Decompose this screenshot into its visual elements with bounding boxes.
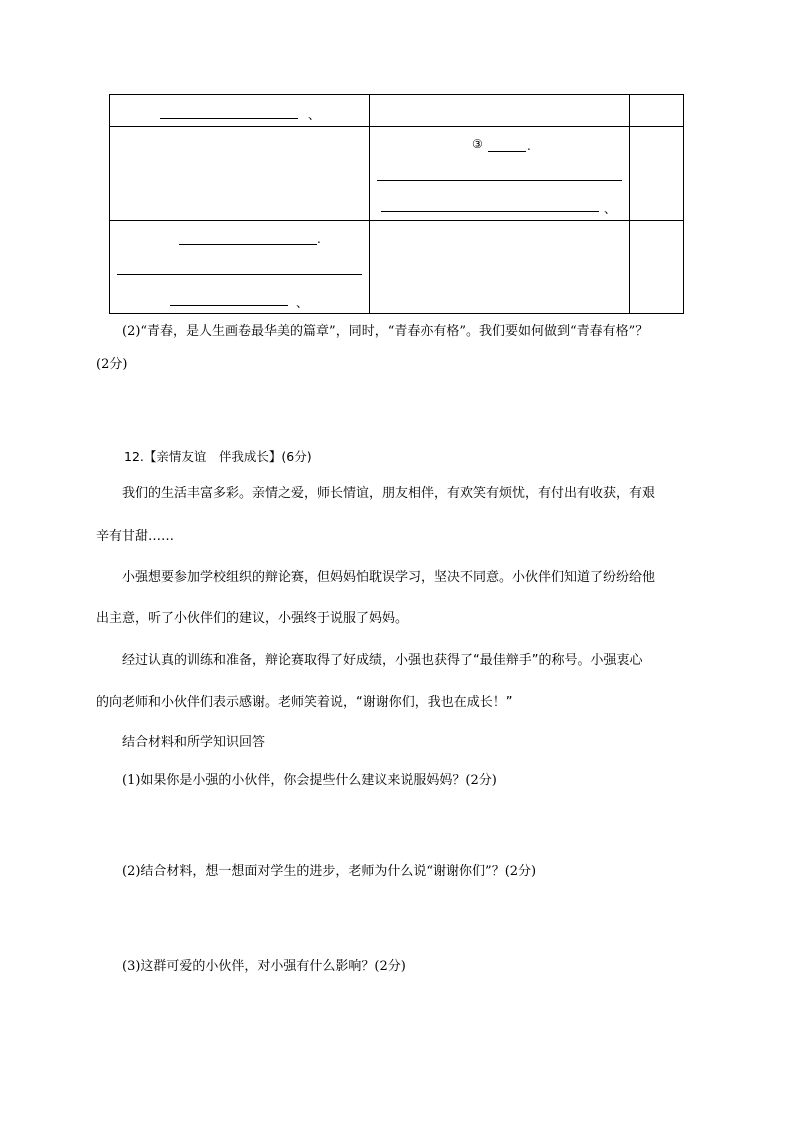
fill-in-blank[interactable]	[170, 305, 288, 306]
fill-in-blank[interactable]	[179, 244, 317, 245]
item-number: ③	[472, 137, 483, 151]
material-paragraph: 出主意，听了小伙伴们的建议，小强终于说服了妈妈。	[96, 611, 409, 626]
fill-in-blank[interactable]	[488, 151, 526, 152]
fill-in-blank[interactable]	[160, 118, 298, 119]
sub-question-3: (3)这群可爱的小伙伴，对小强有什么影响？(2分)	[122, 959, 406, 974]
material-paragraph: 的向老师和小伙伴们表示感谢。老师笑着说，“谢谢你们，我也在成长！”	[96, 695, 513, 710]
blank-period: .	[317, 232, 321, 246]
question-12-heading: 12.【亲情友谊 伴我成长】(6分)	[124, 449, 312, 464]
sub-question-1: (1)如果你是小强的小伙伴，你会提些什么建议来说服妈妈？(2分)	[122, 773, 497, 788]
fill-in-blank[interactable]	[381, 211, 599, 212]
question-11-2-score: (2分)	[96, 357, 128, 372]
material-paragraph: 经过认真的训练和准备，辩论赛取得了好成绩，小强也获得了“最佳辩手”的称号。小强衷心	[122, 653, 643, 668]
material-paragraph: 辛有甘甜……	[96, 529, 175, 544]
material-paragraph: 我们的生活丰富多彩。亲情之爱，师长情谊，朋友相伴，有欢笑有烦忧，有付出有收获，有艰	[122, 486, 656, 501]
table-column-divider	[629, 95, 630, 313]
fill-in-blank[interactable]	[117, 274, 362, 275]
enumeration-comma: 、	[296, 296, 309, 310]
sub-question-2: (2)结合材料，想一想面对学生的进步，老师为什么说“谢谢你们”？(2分)	[122, 864, 537, 879]
table-row-divider	[110, 126, 683, 127]
enumeration-comma: 、	[604, 202, 617, 216]
blank-period: .	[527, 139, 531, 153]
material-paragraph: 小强想要参加学校组织的辩论赛，但妈妈怕耽误学习，坚决不同意。小伙伴们知道了纷纷给他	[122, 570, 656, 585]
question-11-2-text: (2)“青春，是人生画卷最华美的篇章”，同时，“青春亦有格”。我们要如何做到“青春有格”？	[122, 324, 649, 339]
table-row-divider	[110, 220, 683, 221]
table-column-divider	[369, 95, 370, 313]
fill-in-blank[interactable]	[377, 180, 622, 181]
enumeration-comma: 、	[308, 108, 321, 122]
answer-table	[109, 94, 684, 314]
question-instruction: 结合材料和所学知识回答	[122, 735, 266, 750]
